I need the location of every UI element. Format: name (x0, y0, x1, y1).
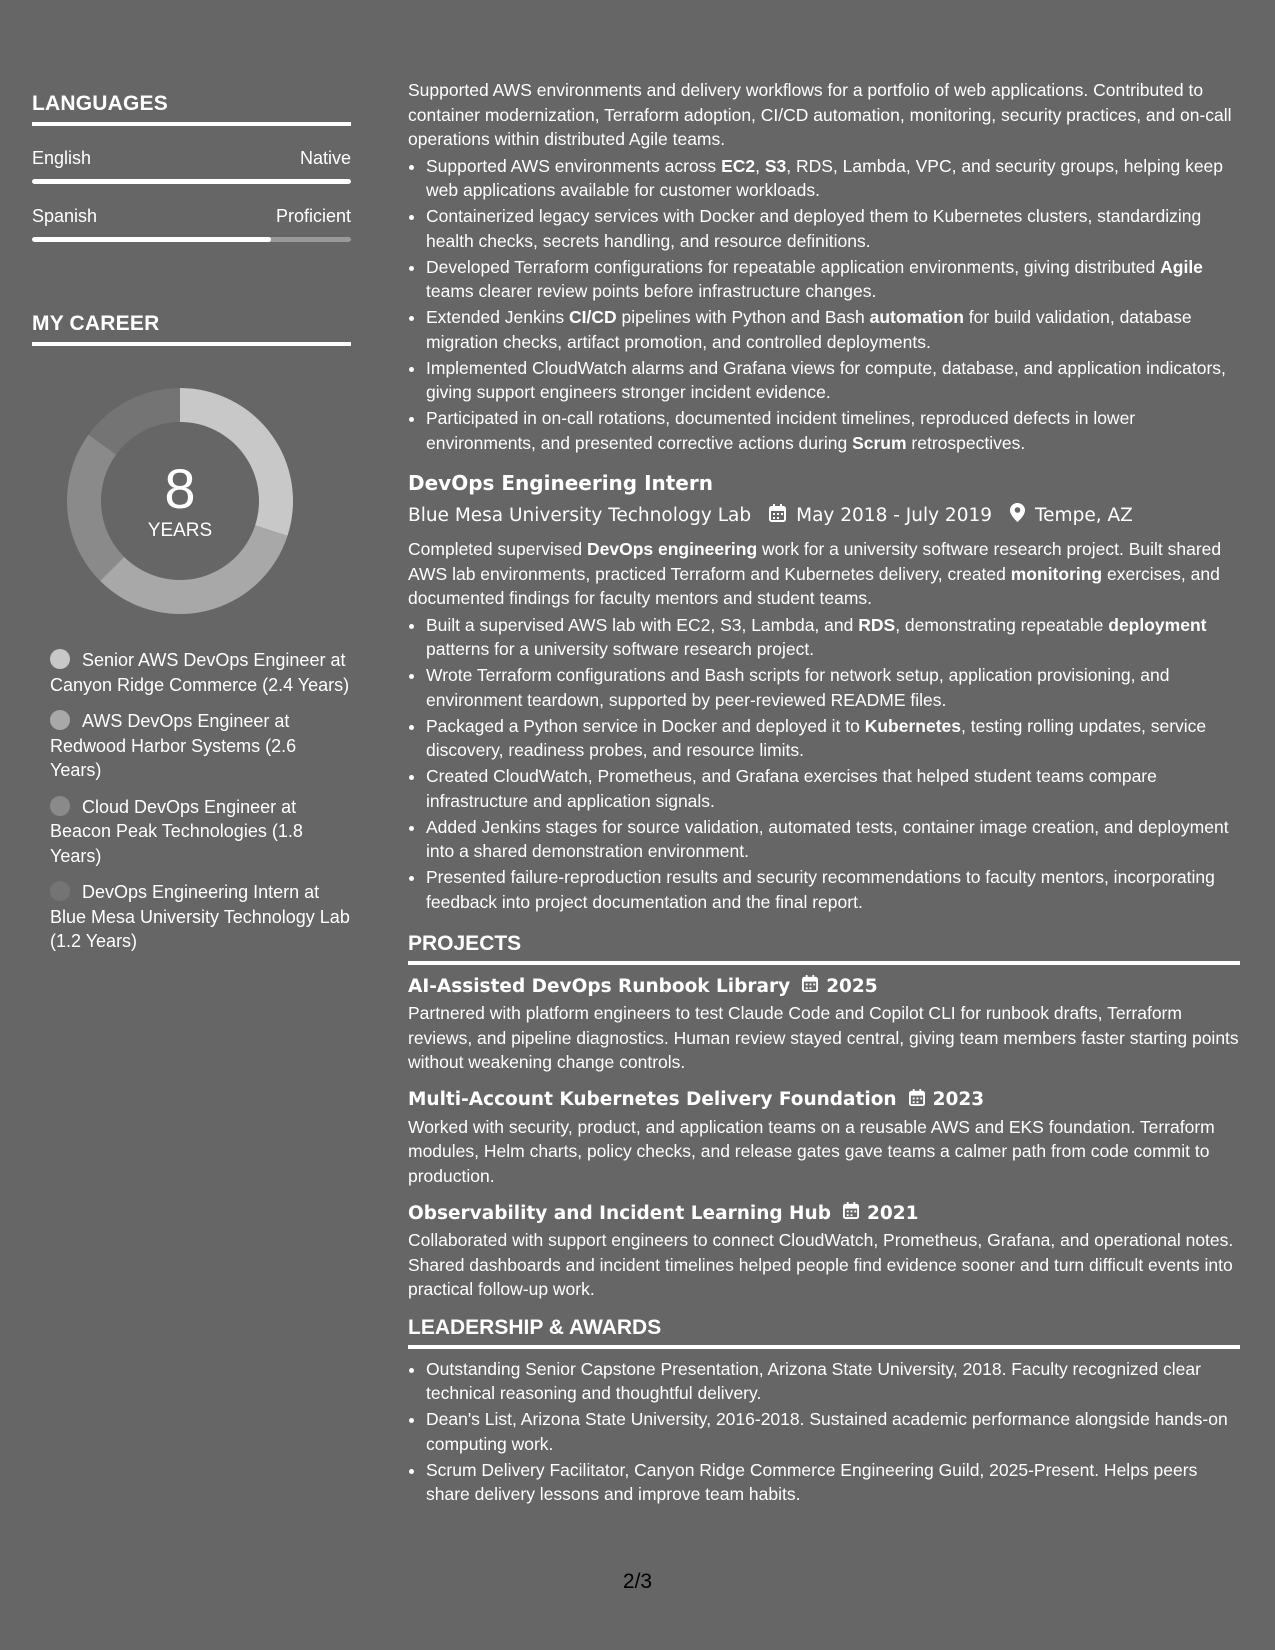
job-bullets (408, 154, 1240, 456)
page-number: 2/3 (622, 1570, 653, 1593)
legend-dot (50, 710, 70, 730)
career-legend-item: AWS DevOps Engineer at Redwood Harbor Systems (2.6 Years) (50, 711, 297, 780)
language-level: Native (299, 148, 351, 168)
career-legend-item: Senior AWS DevOps Engineer at Canyon Ridge Commerce (2.4 Years) (50, 650, 350, 695)
job-bullet: • Developed Terraform configurations for repeatable application environments, giving distributed Agile teams clearer review points before infrastructure changes. (426, 255, 1240, 304)
award-item: • Dean's List, Arizona State University, 2016-2018. Sustained academic performance alongside hands-on computing work. (426, 1407, 1240, 1456)
project-year: 2025 (826, 975, 878, 997)
job-location: Tempe, AZ (1035, 504, 1133, 526)
languages-title: LANGUAGES (32, 92, 351, 126)
job-bullet: • Packaged a Python service in Docker and deployed it to Kubernetes, testing rolling updates, service discovery, readiness probes, and resource limits. (426, 714, 1240, 763)
awards-list (408, 1357, 1240, 1507)
job-summary: Supported AWS environments and delivery workflows for a portfolio of web applications. Contributed to container modernization, Terraform adoption, CI/CD automation, monitoring, security practices, and on-call operations within distributed Agile teams. (408, 80, 1232, 149)
legend-dot (50, 796, 70, 816)
project-item (408, 1089, 1240, 1189)
language-level-bar (32, 237, 351, 242)
award-item: • Outstanding Senior Capstone Presentation, Arizona State University, 2018. Faculty recognized clear technical reasoning and thoughtful delivery. (426, 1357, 1240, 1406)
project-name: Multi-Account Kubernetes Delivery Foundation (408, 1089, 897, 1110)
project-description: Worked with security, product, and application teams on a reusable AWS and EKS foundation. Terraform modules, Helm charts, policy checks, and release gates gave teams a calmer path from code commit to production. (408, 1116, 1215, 1186)
language-spanish (32, 206, 351, 242)
language-english (32, 148, 351, 184)
job-summary: Completed supervised DevOps engineering work for a university software research project. Built shared AWS lab environments, practiced Terraform and Kubernetes delivery, created monitoring exercises, and documented findings for faculty mentors and student teams. (408, 539, 1222, 608)
calendar-icon (843, 1202, 859, 1224)
job-bullet: • Built a supervised AWS lab with EC2, S3, Lambda, and RDS, demonstrating repeatable deployment patterns for a university software research project. (426, 613, 1240, 662)
calendar-icon (802, 975, 818, 997)
job-bullets (408, 613, 1240, 915)
project-item (408, 1202, 1240, 1302)
job-bullet: • Created CloudWatch, Prometheus, and Grafana exercises that helped student teams compare infrastructure and application signals. (426, 764, 1240, 813)
projects-title: PROJECTS (408, 932, 1240, 965)
job-bullet: • Added Jenkins stages for source validation, automated tests, container image creation, and deployment into a shared demonstration environment. (426, 815, 1240, 864)
career-title: MY CAREER (32, 312, 351, 346)
career-total-value: 8 (164, 457, 196, 520)
job-dates: May 2018 - July 2019 (796, 504, 993, 526)
language-name: English (32, 148, 92, 168)
right-column (408, 78, 1240, 1508)
career-donut-chart (65, 386, 295, 616)
language-level-bar (32, 179, 351, 184)
project-name: Observability and Incident Learning Hub (408, 1202, 831, 1224)
awards-title: LEADERSHIP & AWARDS (408, 1316, 1240, 1349)
job-meta (408, 503, 1240, 527)
job-bullet: • Wrote Terraform configurations and Bash scripts for network setup, application provisioning, and environment teardown, supported by peer-reviewed README files. (426, 663, 1240, 712)
left-column (32, 92, 351, 966)
career-total-unit: YEARS (147, 520, 213, 541)
career-legend (32, 648, 351, 954)
calendar-icon (909, 1089, 925, 1111)
job-title: DevOps Engineering Intern (408, 471, 713, 495)
location-pin-icon (1010, 503, 1025, 527)
job-bullet: • Containerized legacy services with Docker and deployed them to Kubernetes clusters, standardizing health checks, secrets handling, and resource definitions. (426, 204, 1240, 253)
legend-dot (50, 881, 70, 901)
job-bullet: • Extended Jenkins CI/CD pipelines with Python and Bash automation for build validation, database migration checks, artifact promotion, and controlled deployments. (426, 305, 1240, 354)
language-level: Proficient (275, 206, 351, 226)
career-legend-item: DevOps Engineering Intern at Blue Mesa University Technology Lab (1.2 Years) (50, 882, 350, 951)
job-bullet: • Participated in on-call rotations, documented incident timelines, reproduced defects in lower environments, and presented corrective actions during Scrum retrospectives. (426, 406, 1240, 455)
project-year: 2023 (932, 1089, 985, 1110)
project-description: Collaborated with support engineers to connect CloudWatch, Prometheus, Grafana, and operational notes. Shared dashboards and incident timelines helped people find evidence sooner and turn difficult events into practical follow-up work. (408, 1230, 1234, 1299)
company-name: Blue Mesa University Technology Lab (408, 504, 752, 526)
job-bullet: • Presented failure-reproduction results and security recommendations to faculty mentors, incorporating feedback into project documentation and the final report. (426, 865, 1240, 914)
career-legend-item: Cloud DevOps Engineer at Beacon Peak Technologies (1.8 Years) (50, 796, 303, 866)
project-name: AI-Assisted DevOps Runbook Library (408, 975, 791, 997)
legend-dot (50, 649, 70, 669)
project-year: 2021 (866, 1202, 919, 1224)
project-item (408, 975, 1240, 1075)
award-item: • Scrum Delivery Facilitator, Canyon Ridge Commerce Engineering Guild, 2025-Present. Helps peers share delivery lessons and improve team habits. (426, 1458, 1240, 1507)
job-bullet: • Implemented CloudWatch alarms and Grafana views for compute, database, and application indicators, giving support engineers stronger incident evidence. (426, 356, 1240, 405)
calendar-icon (769, 504, 786, 527)
language-name: Spanish (32, 206, 98, 226)
project-description: Partnered with platform engineers to test Claude Code and Copilot CLI for runbook drafts, Terraform reviews, and pipeline diagnostics. Human review stayed central, giving team members faster starting points without weakening change controls. (408, 1003, 1239, 1072)
job-bullet: • Supported AWS environments across EC2, S3, RDS, Lambda, VPC, and security groups, helping keep web applications available for customer workloads. (426, 154, 1240, 203)
